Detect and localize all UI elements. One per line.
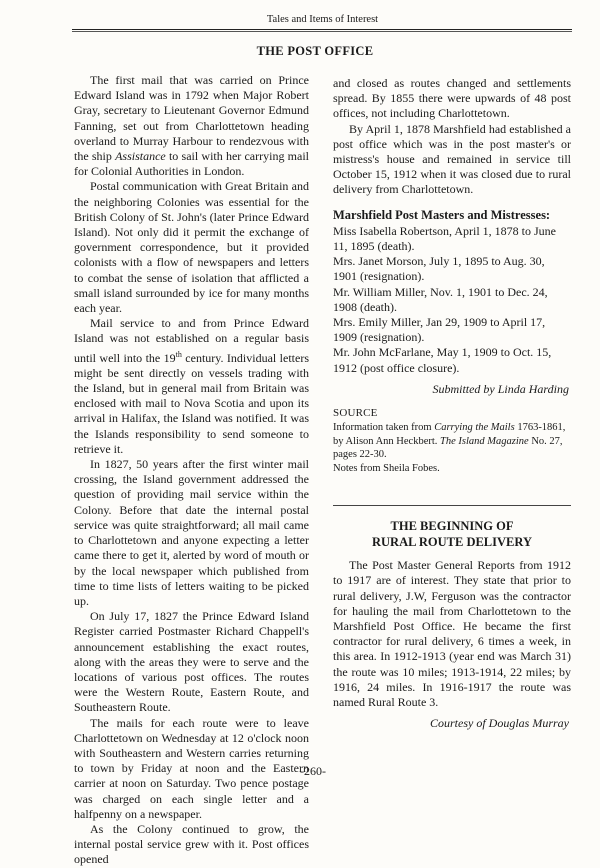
section-title-line-1: THE BEGINNING OF bbox=[390, 519, 514, 534]
page-number: -260- bbox=[300, 764, 326, 778]
p3-text-a: Mail service to and from Prince Edward Island was not established on a regular basis until well into the 19 bbox=[74, 316, 309, 365]
source-book-title: Carrying the Mails bbox=[434, 422, 515, 434]
paragraph-marshfield: By April 1, 1878 Marshfield had established a post office which was in the post master's or mistress's house and remained in service till October 15, 1912 when it was closed due to rural delivery from Charlottetown. bbox=[333, 121, 571, 197]
section-divider bbox=[333, 505, 571, 506]
source-line-2 bbox=[333, 435, 571, 449]
source-citation bbox=[333, 421, 571, 475]
source-line-2-post: No. 27, bbox=[528, 435, 563, 447]
courtesy-credit: Courtesy of Douglas Murray bbox=[430, 716, 569, 731]
ship-name: Assistance bbox=[115, 149, 166, 164]
header-rule-secondary bbox=[72, 31, 572, 32]
paragraph-1827: In 1827, 50 years after the first winter mail crossing, the Island government addressed the question of providing mail service within the Colony. Before that date the internal postal service was quite straightforward; all mail came to Charlottetown and anyone expecting a letter came there to get it, alerted by word of mouth or by the local newspaper which published from time to time lists of letters waiting to be picked up. bbox=[74, 457, 309, 608]
p3-text-b: century. Individual letters might be sent directly on vessels trading with the Island, but in general mail from Britain was enclosed with mail to Nova Scotia and upon its arrival in Halifax, the Island was notified. It was the Islands responsibility to send someone to retrieve it. bbox=[74, 350, 309, 456]
p1-text-a: The first mail that was carried on Prince Edward Island was in 1792 when Major Robert Gray, secretary to Lieutenant Governor Edmund Fanning, set out from Charlottetown heading overland to Murray Harbour to rendezvous with the ship bbox=[74, 73, 309, 164]
source-line-2-pre: by Alison Ann Heckbert. bbox=[333, 435, 441, 447]
source-magazine-title: The Island Magazine bbox=[440, 435, 529, 447]
p1-text-b: to sail with her carrying mail for Colonial Authorities in London. bbox=[74, 149, 309, 179]
p3-sup: th bbox=[175, 349, 182, 359]
paragraph-postal-communication: Postal communication with Great Britain and the neighboring Colonies was essential for the British Colony of St. John's (later Prince Edward Island). Not only did it permit the exchange of government correspondence, but it provided colonists with a flow of newspapers and letters to combat the sense of isolation that afflicted a small island surrounded by ice for many months each year. bbox=[74, 179, 309, 316]
paragraph-rural-route: The Post Master General Reports from 1912 to 1917 are of interest. They state that prior to rural delivery, J.W, Ferguson was the contractor for hauling the mail from Charlottetown to the Marshfield Post Office. He became the first contractor for rural delivery, 6 times a week, in this area. In 1912-1913 (year end was March 31) the route was 10 miles; 1913-1914, 22 miles; by 1916, 24 miles. In 1916-1917 the route was named Rural Route 3. bbox=[333, 558, 571, 710]
section-title bbox=[333, 518, 571, 550]
source-line-1-pre: Information taken from bbox=[333, 422, 435, 434]
source-line-3: pages 22-30. bbox=[333, 449, 387, 461]
postmaster-entry: Mr. William Miller, Nov. 1, 1901 to Dec. 24, 1908 (death). bbox=[333, 284, 548, 314]
source-line-1-post: 1763-1861, bbox=[514, 422, 566, 434]
paragraph-continuation: and closed as routes changed and settlements spread. By 1855 there were upwards of 48 post offices, not including Charlottetown. bbox=[333, 76, 571, 121]
left-column bbox=[74, 73, 309, 868]
article-title: THE POST OFFICE bbox=[256, 44, 374, 58]
postmasters-list bbox=[333, 224, 571, 376]
paragraph-mails-route: The mails for each route were to leave Charlottetown on Wednesday at 12 o'clock noon with Southeastern and Western carries returning to town by Friday at noon and the Eastern carrier at noon on Saturday. Two pence postage was charged on each single letter and a halfpenny on a newspaper. bbox=[74, 715, 309, 821]
submitted-by: Submitted by Linda Harding bbox=[432, 381, 569, 396]
source-line-1 bbox=[333, 421, 571, 435]
source-line-4: Notes from Sheila Fobes. bbox=[333, 462, 440, 474]
source-label: SOURCE bbox=[333, 407, 378, 420]
postmaster-entry: Mrs. Emily Miller, Jan 29, 1909 to April 17, 1909 (resignation). bbox=[333, 315, 546, 345]
paragraph-july-17: On July 17, 1827 the Prince Edward Island Register carried Postmaster Richard Chappell's announcement establishing the exact routes, along with the areas they were to serve and the locations of various post offices. The routes were the Western Route, Eastern Route, and Southeastern Route. bbox=[74, 609, 309, 715]
right-column bbox=[333, 76, 571, 732]
running-head: Tales and Items of Interest bbox=[266, 14, 379, 25]
paragraph-first-mail bbox=[74, 73, 309, 179]
postmaster-entry: Miss Isabella Robertson, April 1, 1878 to June 11, 1895 (death). bbox=[333, 223, 556, 254]
postmaster-entry: Mr. John McFarlane, May 1, 1909 to Oct. 15, 1912 (post office closure). bbox=[333, 345, 552, 375]
paragraph-colony-grow: As the Colony continued to grow, the internal postal service grew with it. Post offices opened bbox=[74, 821, 309, 867]
postmaster-entry: Mrs. Janet Morson, July 1, 1895 to Aug. 30, 1901 (resignation). bbox=[333, 254, 545, 284]
header-rule bbox=[72, 29, 572, 30]
section-title-line-2: RURAL ROUTE DELIVERY bbox=[371, 535, 532, 550]
paragraph-mail-service bbox=[74, 316, 309, 457]
postmasters-heading: Marshfield Post Masters and Mistresses: bbox=[333, 207, 551, 222]
